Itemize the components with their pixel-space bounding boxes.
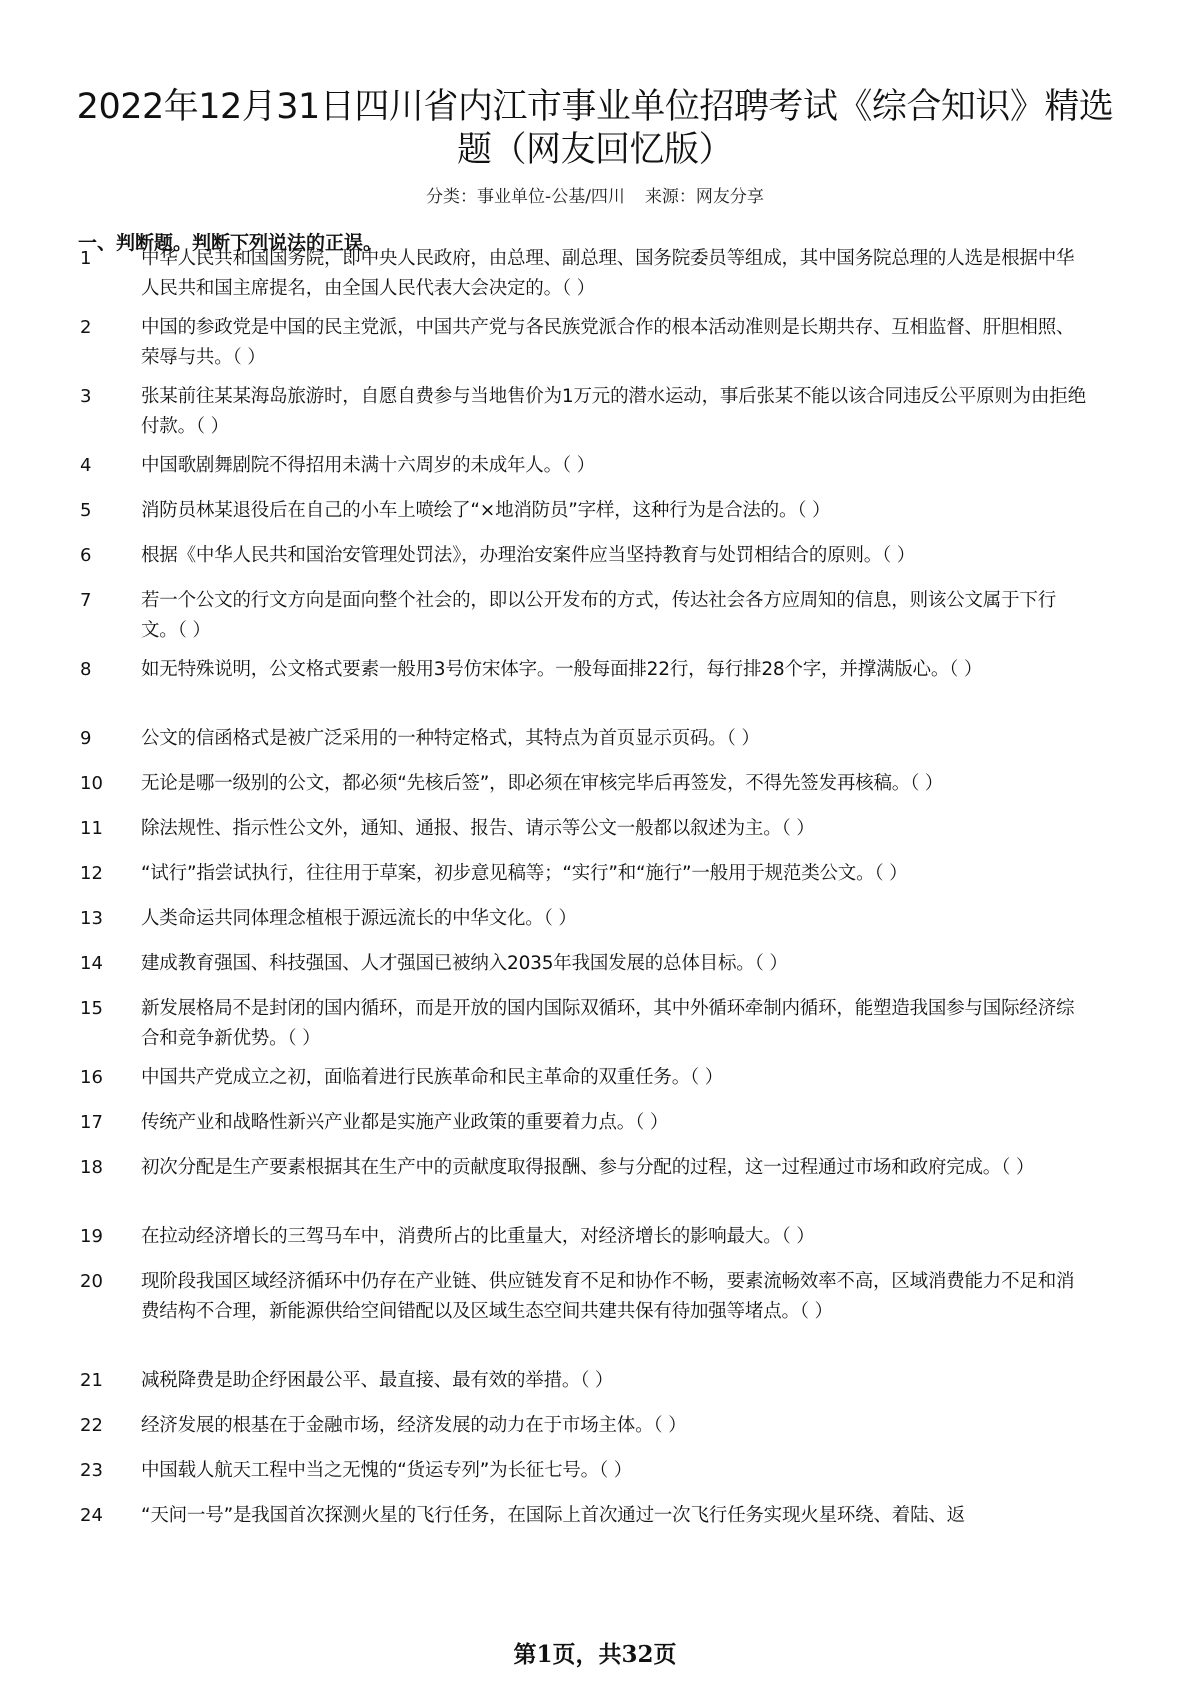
question-number: 12 [80, 863, 103, 884]
question-text: “试行”指尝试执行，往往用于草案，初步意见稿等；“实行”和“施行”一般用于规范类公文。（ ） [141, 863, 908, 884]
question-number: 20 [80, 1271, 103, 1292]
question-number: 23 [80, 1460, 103, 1481]
question-text: 人类命运共同体理念植根于源远流长的中华文化。（ ） [141, 908, 577, 929]
question-text: 中国歌剧舞剧院不得招用未满十六周岁的未成年人。（ ） [141, 455, 595, 476]
question-text: 中国共产党成立之初，面临着进行民族革命和民主革命的双重任务。（ ） [141, 1067, 724, 1088]
question-text: 减税降费是助企纾困最公平、最直接、最有效的举措。（ ） [141, 1370, 614, 1391]
question-text: 若一个公文的行文方向是面向整个社会的，即以公开发布的方式，传达社会各方应周知的信息，则该公文属于下行文。（ ） [141, 590, 1057, 641]
question-number: 10 [80, 773, 103, 794]
question-text: 初次分配是生产要素根据其在生产中的贡献度取得报酬、参与分配的过程，这一过程通过市场和政府完成。（ ） [141, 1157, 1035, 1178]
question-text: 根据《中华人民共和国治安管理处罚法》，办理治安案件应当坚持教育与处罚相结合的原则。（ ） [141, 545, 916, 566]
question-number: 22 [80, 1415, 103, 1436]
question-number: 15 [80, 998, 103, 1019]
question-number: 1 [80, 248, 92, 269]
question-number: 5 [80, 500, 92, 521]
question-text: 中国载人航天工程中当之无愧的“货运专列”为长征七号。（ ） [141, 1460, 633, 1481]
category-label: 分类：事业单位-公基/四川 [426, 187, 625, 207]
question-number: 3 [80, 386, 92, 407]
question-number: 17 [80, 1112, 103, 1133]
question-text: 无论是哪一级别的公文，都必须“先核后签”，即必须在审核完毕后再签发，不得先签发再核稿。（ ） [141, 773, 944, 794]
question-number: 9 [80, 728, 92, 749]
question-number: 11 [80, 818, 103, 839]
question-number: 8 [80, 659, 92, 680]
question-text: 除法规性、指示性公文外，通知、通报、报告、请示等公文一般都以叙述为主。（ ） [141, 818, 815, 839]
question-text: 公文的信函格式是被广泛采用的一种特定格式，其特点为首页显示页码。（ ） [141, 728, 760, 749]
question-number: 7 [80, 590, 92, 611]
question-text: 在拉动经济增长的三驾马车中，消费所占的比重量大，对经济增长的影响最大。（ ） [141, 1226, 815, 1247]
question-text: 如无特殊说明，公文格式要素一般用3号仿宋体字。一般每面排22行，每行排28个字，并撑满版心。（ ） [141, 659, 983, 680]
question-text: 中华人民共和国国务院，即中央人民政府，由总理、副总理、国务院委员等组成，其中国务院总理的人选是根据中华人民共和国主席提名，由全国人民代表大会决定的。（ ） [141, 248, 1075, 299]
question-number: 19 [80, 1226, 103, 1247]
question-text: 消防员林某退役后在自己的小车上喷绘了“×地消防员”字样，这种行为是合法的。（ ） [141, 500, 831, 521]
question-text: 传统产业和战略性新兴产业都是实施产业政策的重要着力点。（ ） [141, 1112, 669, 1133]
question-text: 建成教育强国、科技强国、人才强国已被纳入2035年我国发展的总体目标。（ ） [141, 953, 788, 974]
question-text: 经济发展的根基在于金融市场，经济发展的动力在于市场主体。（ ） [141, 1415, 687, 1436]
question-number: 16 [80, 1067, 103, 1088]
question-text: 现阶段我国区域经济循环中仍存在产业链、供应链发育不足和协作不畅，要素流畅效率不高，区域消费能力不足和消费结构不合理，新能源供给空间错配以及区域生态空间共建共保有待加强等堵点。（ ） [141, 1271, 1075, 1322]
question-number: 24 [80, 1505, 103, 1526]
source-label: 来源：网友分享 [644, 187, 764, 207]
page-footer: 第1页，共32页 [513, 1641, 677, 1668]
question-number: 6 [80, 545, 92, 566]
question-text: “天问一号”是我国首次探测火星的飞行任务，在国际上首次通过一次飞行任务实现火星环绕、着陆、返 [141, 1505, 965, 1526]
question-text: 新发展格局不是封闭的国内循环，而是开放的国内国际双循环，其中外循环牵制内循环，能塑造我国参与国际经济综合和竞争新优势。（ ） [141, 998, 1075, 1049]
question-text: 张某前往某某海岛旅游时，自愿自费参与当地售价为1万元的潜水运动，事后张某不能以该合同违反公平原则为由拒绝付款。（ ） [141, 386, 1086, 437]
question-number: 14 [80, 953, 103, 974]
document-title: 2022年12月31日四川省内江市事业单位招聘考试《综合知识》精选题（网友回忆版） [76, 87, 1114, 170]
question-text: 中国的参政党是中国的民主党派，中国共产党与各民族党派合作的根本活动准则是长期共存、互相监督、肝胆相照、荣辱与共。（ ） [141, 317, 1075, 368]
question-number: 21 [80, 1370, 103, 1391]
question-number: 18 [80, 1157, 103, 1178]
question-number: 4 [80, 455, 92, 476]
section-heading: 一、判断题。判断下列说法的正误。 [78, 232, 383, 254]
question-number: 2 [80, 317, 92, 338]
question-number: 13 [80, 908, 103, 929]
